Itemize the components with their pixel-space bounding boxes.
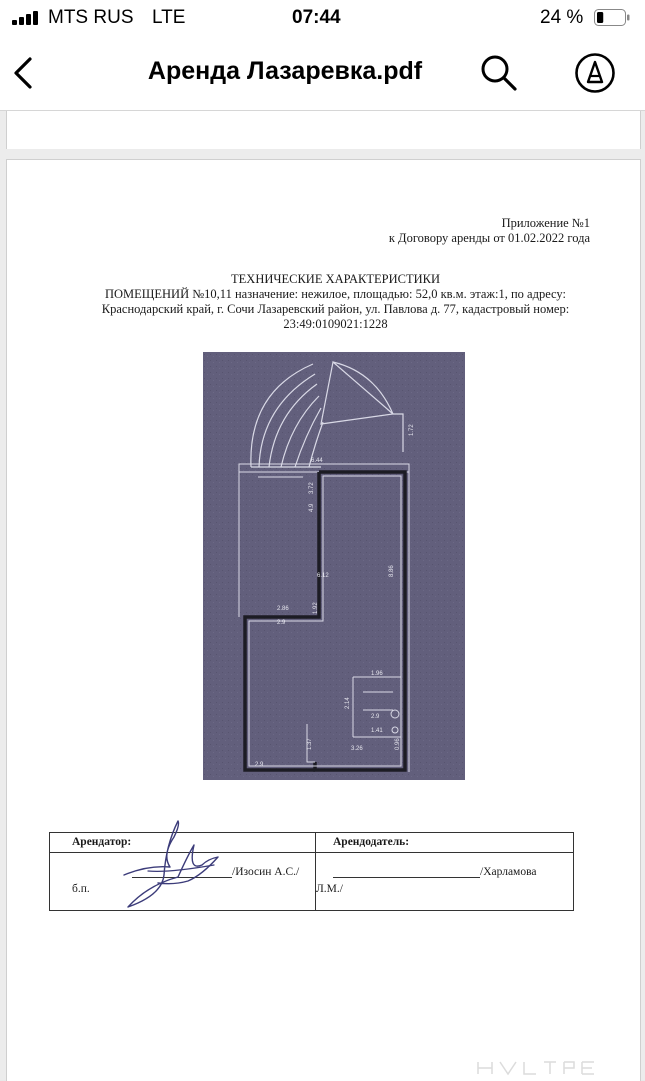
- description-line: ПОМЕЩЕНИЙ №10,11 назначение: нежилое, площадью: 52,0 кв.м. этаж:1, по адресу:: [104, 287, 566, 301]
- appendix-header: [389, 216, 590, 246]
- dim-label: 2.9: [371, 714, 380, 720]
- previous-page-bottom: [6, 111, 641, 149]
- appendix-line: к Договору аренды от 01.02.2022 года: [388, 231, 590, 245]
- search-icon[interactable]: [478, 52, 520, 94]
- network-type: LTE: [152, 7, 186, 28]
- landlord-name-continued: Л.М./: [316, 883, 343, 895]
- landlord-label: Арендодатель:: [333, 836, 410, 848]
- technical-specs-heading: [47, 272, 624, 332]
- tenant-stamp-note: б.п.: [72, 883, 90, 895]
- dim-label: 0.96: [395, 738, 401, 750]
- document-title: Аренда Лазаревка.pdf: [147, 57, 423, 85]
- heading-line: ТЕХНИЧЕСКИЕ ХАРАКТЕРИСТИКИ: [231, 272, 440, 286]
- pdf-viewer[interactable]: [0, 111, 645, 1080]
- watermark-logo: [468, 1059, 628, 1077]
- dim-label: 8.86: [389, 565, 395, 577]
- dim-label: 2.9: [255, 762, 264, 768]
- tenant-handwritten-signature: [118, 815, 228, 911]
- signal-strength-icon: [12, 11, 42, 25]
- clock: 07:44: [292, 7, 341, 28]
- markup-pen-icon[interactable]: [573, 51, 617, 95]
- floor-plan-image: [203, 352, 465, 780]
- dim-label: 1.96: [371, 671, 383, 677]
- dim-label: 6.12: [317, 573, 329, 579]
- status-bar: [0, 0, 645, 36]
- floor-plan-drawing: [203, 352, 465, 780]
- dim-label: 1.41: [371, 728, 383, 734]
- description-line: Краснодарский край, г. Сочи Лазаревский район, ул. Павлова д. 77, кадастровый номер:: [101, 302, 570, 316]
- appendix-line: Приложение №1: [501, 216, 590, 230]
- description-line: 23:49:0109021:1228: [283, 317, 388, 331]
- navigation-bar: [0, 36, 645, 111]
- pdf-page: [6, 159, 641, 1081]
- tenant-label: Арендатор:: [72, 836, 132, 848]
- dim-label: 3.72: [309, 482, 315, 494]
- dim-label: 2.9: [277, 620, 286, 626]
- dim-label: 4.9: [309, 503, 315, 512]
- dim-label: 2.14: [345, 697, 351, 709]
- dim-label: 3.26: [351, 746, 363, 752]
- carrier-name: MTS RUS: [48, 7, 134, 28]
- dim-label: 6.44: [311, 458, 323, 464]
- dim-label: 1.92: [313, 602, 319, 614]
- dim-label: 2.86: [277, 606, 289, 612]
- dim-label: 1.72: [409, 424, 415, 436]
- battery-percent: 24 %: [540, 7, 584, 28]
- dim-label: 1.37: [307, 738, 313, 750]
- battery-icon: [594, 9, 630, 26]
- signature-table: [49, 832, 574, 911]
- tenant-name: /Изосин А.С./: [232, 866, 300, 878]
- landlord-name: /Харламова: [480, 866, 537, 878]
